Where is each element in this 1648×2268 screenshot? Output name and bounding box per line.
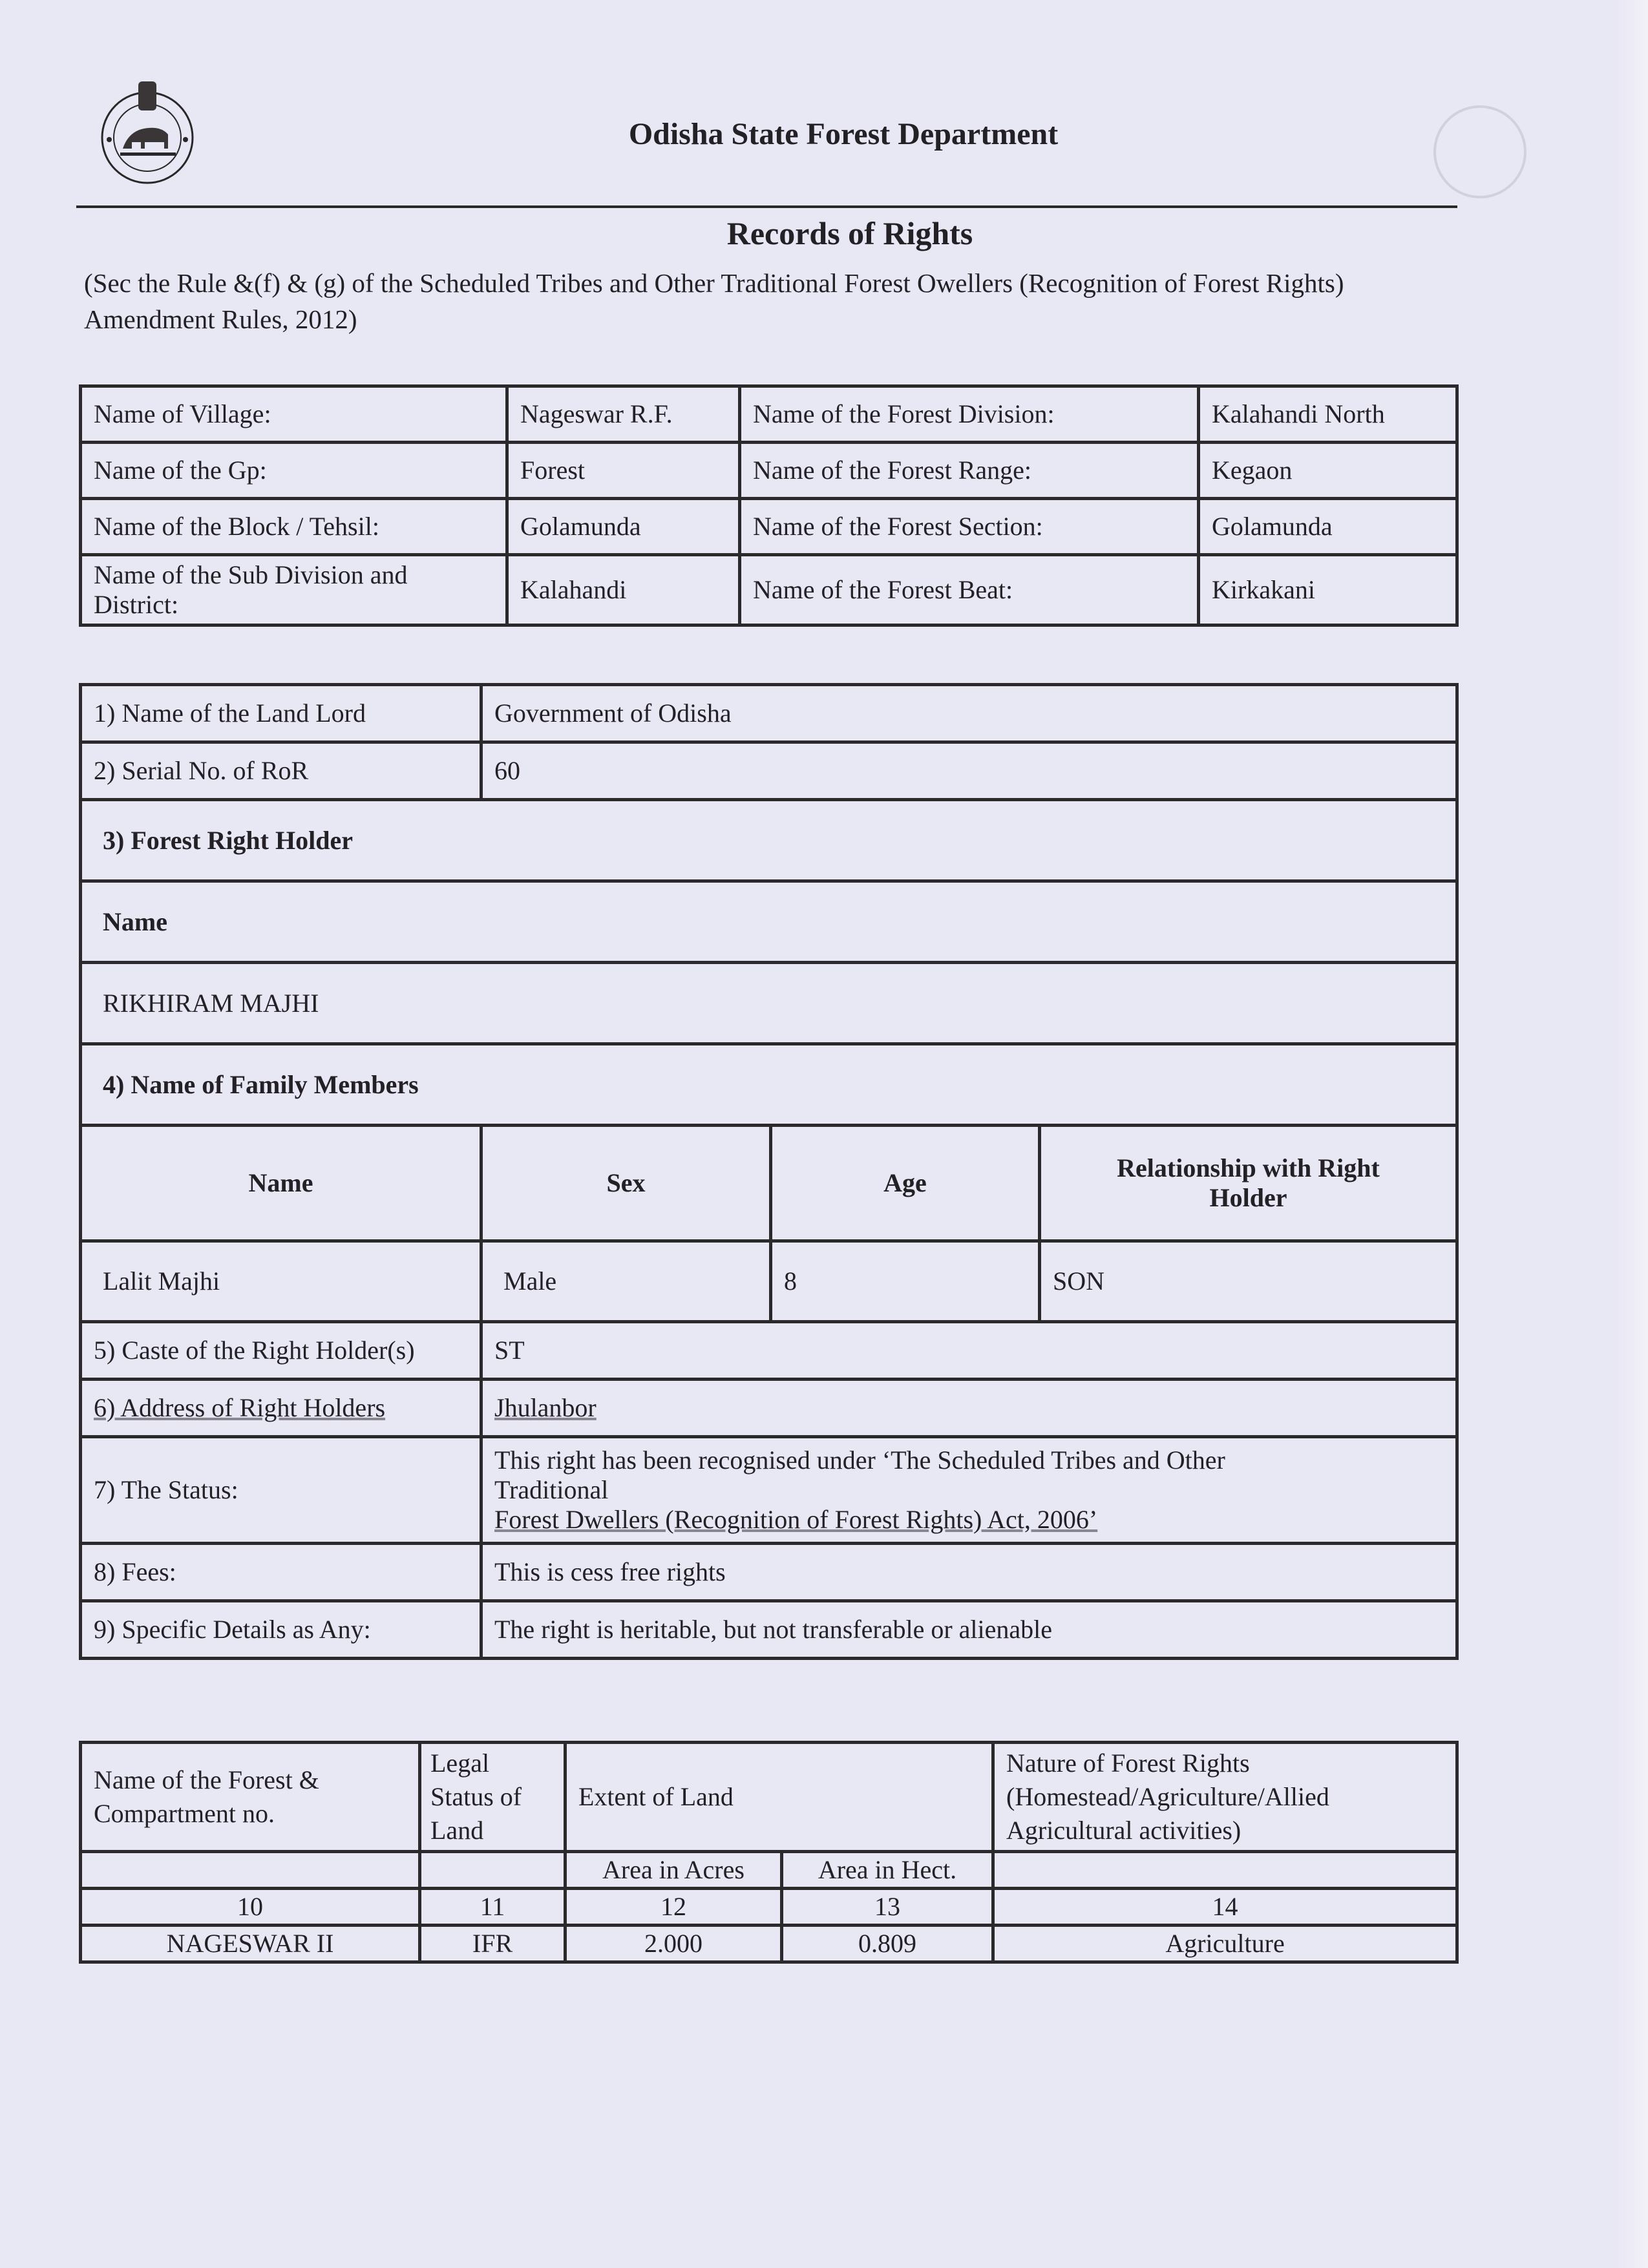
land-sub-empty-2 [420, 1852, 565, 1889]
family-member-row [81, 1241, 1457, 1322]
caste-value: ST [481, 1322, 1457, 1380]
land-col-nature: Nature of Forest Rights (Homestead/Agriculture/Allied Agricultural activities) [993, 1743, 1457, 1852]
land-legal-value: IFR [420, 1926, 565, 1962]
subdivision-label: Name of the Sub Division and District: [81, 555, 507, 625]
document-subtitle: (Sec the Rule &(f) & (g) of the Scheduled Tribes and Other Traditional Forest Owellers (Recognition of Forest Rights) Amendment Rules, 2012) [84, 268, 1344, 334]
serial-label: 2) Serial No. of RoR [81, 742, 481, 800]
land-header-row [81, 1743, 1457, 1852]
serial-row [81, 742, 1457, 800]
location-row [81, 386, 1457, 443]
land-subheader-row [81, 1852, 1457, 1889]
holder-name-row [81, 963, 1457, 1044]
land-lord-row [81, 685, 1457, 742]
location-row [81, 555, 1457, 625]
forest-beat-label: Name of the Forest Beat: [740, 555, 1199, 625]
land-lord-value: Government of Odisha [481, 685, 1457, 742]
land-sub-empty-1 [81, 1852, 420, 1889]
forest-division-label: Name of the Forest Division: [740, 386, 1199, 443]
family-header-row [81, 1126, 1457, 1241]
column-number: 10 [81, 1889, 420, 1926]
village-value: Nageswar R.F. [507, 386, 740, 443]
family-member-relationship: SON [1040, 1241, 1457, 1322]
family-col-age: Age [771, 1126, 1040, 1241]
block-value: Golamunda [507, 499, 740, 555]
forest-range-label: Name of the Forest Range: [740, 443, 1199, 499]
village-label: Name of Village: [81, 386, 507, 443]
location-row [81, 443, 1457, 499]
land-table [79, 1741, 1459, 1964]
forest-section-value: Golamunda [1199, 499, 1457, 555]
holder-name-label: Name [81, 881, 1457, 963]
fees-row [81, 1544, 1457, 1601]
details-row [81, 1601, 1457, 1659]
details-value: The right is heritable, but not transferable or alienable [481, 1601, 1457, 1659]
family-section-row [81, 1044, 1457, 1126]
address-value: Jhulanbor [481, 1380, 1457, 1437]
column-number: 11 [420, 1889, 565, 1926]
record-table [79, 683, 1459, 1660]
land-lord-label: 1) Name of the Land Lord [81, 685, 481, 742]
caste-row [81, 1322, 1457, 1380]
land-col-legal: Legal Status of Land [420, 1743, 565, 1852]
land-col-extent: Extent of Land [565, 1743, 993, 1852]
holder-section-row [81, 800, 1457, 881]
family-section-heading: 4) Name of Family Members [81, 1044, 1457, 1126]
land-hect-value: 0.809 [782, 1926, 993, 1962]
serial-value: 60 [481, 742, 1457, 800]
land-col-forest: Name of the Forest & Compartment no. [81, 1743, 420, 1852]
holder-section-heading: 3) Forest Right Holder [81, 800, 1457, 881]
land-col-hect: Area in Hect. [782, 1852, 993, 1889]
family-member-name: Lalit Majhi [81, 1241, 481, 1322]
address-row [81, 1380, 1457, 1437]
forest-division-value: Kalahandi North [1199, 386, 1457, 443]
fees-value: This is cess free rights [481, 1544, 1457, 1601]
page-edge [1616, 0, 1648, 2268]
forest-range-value: Kegaon [1199, 443, 1457, 499]
land-data-row [81, 1926, 1457, 1962]
details-label: 9) Specific Details as Any: [81, 1601, 481, 1659]
gp-value: Forest [507, 443, 740, 499]
family-col-relationship: Relationship with Right Holder [1040, 1126, 1457, 1241]
column-number: 13 [782, 1889, 993, 1926]
family-col-sex: Sex [481, 1126, 771, 1241]
forest-beat-value: Kirkakani [1199, 555, 1457, 625]
family-member-sex: Male [481, 1241, 771, 1322]
address-label: 6) Address of Right Holders [81, 1380, 481, 1437]
status-value [481, 1437, 1457, 1544]
gp-label: Name of the Gp: [81, 443, 507, 499]
holder-name-value: RIKHIRAM MAJHI [81, 963, 1457, 1044]
status-line-3: Forest Dwellers (Recognition of Forest Rights) Act, 2006’ [494, 1505, 1098, 1534]
land-sub-empty-3 [993, 1852, 1457, 1889]
land-col-acres: Area in Acres [565, 1852, 782, 1889]
ghost-emblem-bleedthrough [1422, 97, 1538, 207]
holder-name-label-row [81, 881, 1457, 963]
column-number: 14 [993, 1889, 1457, 1926]
header-divider [76, 205, 1457, 208]
land-acres-value: 2.000 [565, 1926, 782, 1962]
subdivision-value: Kalahandi [507, 555, 740, 625]
status-row [81, 1437, 1457, 1544]
location-table [79, 384, 1459, 627]
land-column-number-row [81, 1889, 1457, 1926]
department-heading: Odisha State Forest Department [628, 117, 1059, 151]
document-title: Records of Rights [726, 215, 973, 251]
status-line-2: Traditional [494, 1475, 609, 1504]
location-row [81, 499, 1457, 555]
fees-label: 8) Fees: [81, 1544, 481, 1601]
forest-section-label: Name of the Forest Section: [740, 499, 1199, 555]
family-member-age: 8 [771, 1241, 1040, 1322]
caste-label: 5) Caste of the Right Holder(s) [81, 1322, 481, 1380]
land-nature-value: Agriculture [993, 1926, 1457, 1962]
column-number: 12 [565, 1889, 782, 1926]
status-line-1: This right has been recognised under ‘The Scheduled Tribes and Other [494, 1445, 1225, 1475]
status-label: 7) The Status: [81, 1437, 481, 1544]
block-label: Name of the Block / Tehsil: [81, 499, 507, 555]
family-col-name: Name [81, 1126, 481, 1241]
land-forest-value: NAGESWAR II [81, 1926, 420, 1962]
